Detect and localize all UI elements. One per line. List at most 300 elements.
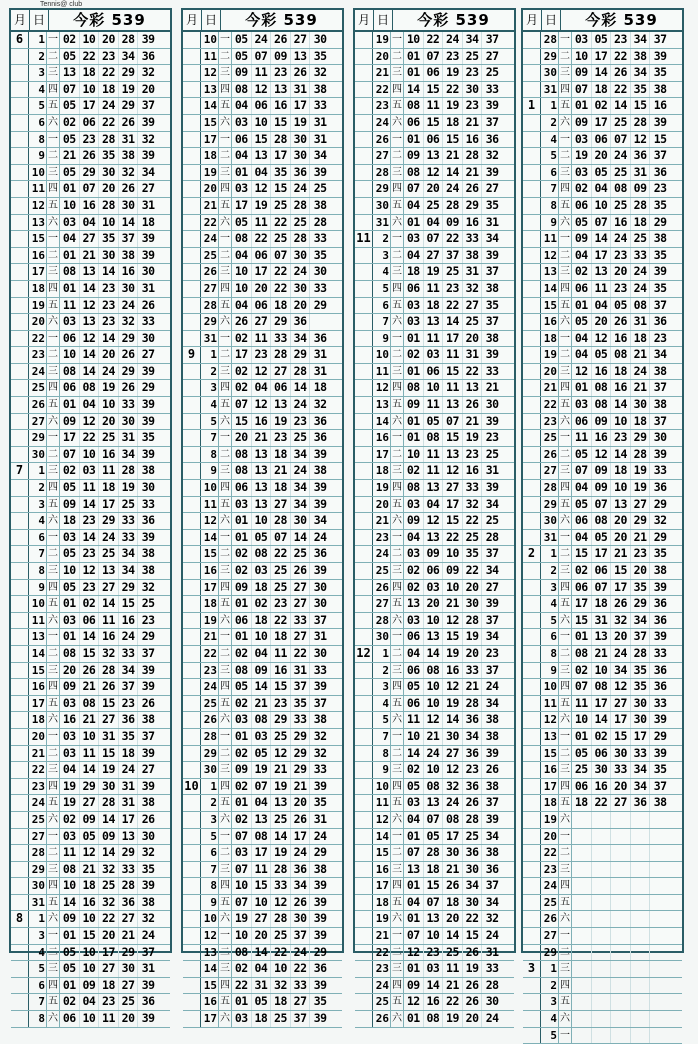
number-cell: 18 bbox=[271, 298, 291, 314]
number-cell: 25 bbox=[291, 546, 311, 562]
number-cell: 24 bbox=[252, 32, 272, 48]
number-cell: 20 bbox=[631, 563, 651, 579]
number-cell: 07 bbox=[271, 530, 291, 546]
number-cell: 29 bbox=[119, 845, 139, 861]
number-cell: 20 bbox=[291, 795, 311, 811]
month-cell bbox=[183, 994, 201, 1010]
month-cell bbox=[183, 430, 201, 446]
month-cell bbox=[355, 82, 373, 98]
day-cell: 16 bbox=[541, 762, 559, 778]
weekday-cell: 一 bbox=[559, 331, 572, 347]
day-cell: 26 bbox=[373, 580, 391, 596]
table-row bbox=[523, 829, 682, 846]
number-cell: 33 bbox=[611, 762, 631, 778]
number-cell: 17 bbox=[592, 115, 612, 131]
weekday-cell: 六 bbox=[559, 1011, 572, 1027]
weekday-cell: 一 bbox=[559, 729, 572, 745]
month-cell bbox=[11, 430, 29, 446]
number-cell: 04 bbox=[404, 812, 424, 828]
number-cell: 04 bbox=[424, 497, 444, 513]
number-cell: 34 bbox=[141, 164, 155, 179]
number-cell: 23 bbox=[611, 32, 631, 48]
day-cell: 26 bbox=[373, 132, 391, 148]
number-cell: 15 bbox=[424, 82, 444, 98]
number-cell: 30 bbox=[99, 779, 119, 795]
number-cell: 23 bbox=[99, 298, 119, 314]
table-row bbox=[523, 32, 682, 49]
number-cell: 20 bbox=[252, 928, 272, 944]
number-cell: 39 bbox=[141, 977, 155, 992]
month-cell bbox=[523, 746, 541, 762]
number-cell: 05 bbox=[404, 679, 424, 695]
table-row bbox=[11, 231, 170, 248]
number-cell: 05 bbox=[252, 994, 272, 1010]
month-cell bbox=[523, 331, 541, 347]
month-cell bbox=[355, 447, 373, 463]
number-cell: 02 bbox=[60, 812, 80, 828]
number-cell: 11 bbox=[252, 215, 272, 231]
number-cell: 22 bbox=[463, 513, 483, 529]
month-cell bbox=[183, 298, 201, 314]
day-cell: 21 bbox=[373, 65, 391, 81]
weekday-cell: 二 bbox=[559, 746, 572, 762]
number-cell: 19 bbox=[443, 65, 463, 81]
table-row bbox=[183, 364, 342, 381]
number-cell: 01 bbox=[232, 795, 252, 811]
day-cell: 5 bbox=[29, 98, 47, 114]
number-cell: 14 bbox=[80, 347, 100, 363]
number-cell: 18 bbox=[99, 82, 119, 98]
number-cell: 03 bbox=[424, 580, 444, 596]
month-cell bbox=[183, 32, 201, 48]
number-cell: 10 bbox=[232, 878, 252, 894]
number-cell: 23 bbox=[611, 430, 631, 446]
weekday-cell: 一 bbox=[559, 132, 572, 148]
day-cell: 25 bbox=[29, 380, 47, 396]
month-cell bbox=[523, 679, 541, 695]
month-cell bbox=[11, 148, 29, 164]
table-row bbox=[355, 364, 514, 381]
month-cell bbox=[355, 480, 373, 496]
table-row bbox=[355, 878, 514, 895]
number-cell: 33 bbox=[485, 81, 499, 96]
number-cell: 01 bbox=[404, 132, 424, 148]
number-cell: 05 bbox=[592, 32, 612, 48]
number-cell: 07 bbox=[592, 497, 612, 513]
number-cell: 12 bbox=[611, 679, 631, 695]
number-cell bbox=[631, 895, 651, 911]
number-cell: 33 bbox=[291, 978, 311, 994]
month-cell bbox=[523, 696, 541, 712]
number-cell: 18 bbox=[631, 215, 651, 231]
number-cell: 27 bbox=[141, 762, 155, 777]
day-cell: 10 bbox=[29, 165, 47, 181]
weekday-cell: 六 bbox=[559, 911, 572, 927]
number-cell: 14 bbox=[592, 231, 612, 247]
day-cell: 10 bbox=[201, 32, 219, 48]
weekday-cell: 六 bbox=[47, 712, 60, 728]
number-cell: 13 bbox=[119, 829, 139, 845]
number-cell: 23 bbox=[291, 414, 311, 430]
table-row bbox=[523, 231, 682, 248]
weekday-cell: 一 bbox=[559, 1028, 572, 1044]
number-cell: 10 bbox=[424, 928, 444, 944]
month-cell bbox=[11, 945, 29, 961]
table-row bbox=[523, 264, 682, 281]
number-cell: 14 bbox=[99, 812, 119, 828]
table-row bbox=[355, 580, 514, 597]
weekday-cell: 二 bbox=[391, 945, 404, 961]
month-cell bbox=[523, 1011, 541, 1027]
month-cell bbox=[523, 812, 541, 828]
day-cell: 1 bbox=[373, 646, 391, 662]
weekday-cell: 二 bbox=[219, 248, 232, 264]
day-cell: 4 bbox=[201, 397, 219, 413]
number-cell bbox=[592, 862, 612, 878]
weekday-cell: 一 bbox=[391, 729, 404, 745]
number-cell: 28 bbox=[443, 198, 463, 214]
table-row bbox=[11, 414, 170, 431]
month-cell bbox=[11, 347, 29, 363]
number-cell: 03 bbox=[572, 397, 592, 413]
number-cell: 34 bbox=[291, 447, 311, 463]
day-cell: 29 bbox=[201, 314, 219, 330]
number-cell: 03 bbox=[404, 298, 424, 314]
number-cell: 13 bbox=[592, 264, 612, 280]
month-cell: 12 bbox=[355, 646, 373, 662]
day-cell: 23 bbox=[373, 530, 391, 546]
table-row bbox=[523, 762, 682, 779]
number-cell: 26 bbox=[291, 812, 311, 828]
number-cell: 25 bbox=[271, 231, 291, 247]
number-cell: 04 bbox=[572, 480, 592, 496]
month-cell bbox=[355, 663, 373, 679]
number-cell: 10 bbox=[60, 198, 80, 214]
number-cell: 02 bbox=[232, 696, 252, 712]
number-cell: 09 bbox=[232, 762, 252, 778]
day-cell: 22 bbox=[541, 845, 559, 861]
month-cell bbox=[11, 646, 29, 662]
day-cell: 16 bbox=[201, 563, 219, 579]
day-cell: 31 bbox=[373, 215, 391, 231]
number-cell: 20 bbox=[611, 779, 631, 795]
day-cell: 20 bbox=[29, 314, 47, 330]
number-cell: 04 bbox=[252, 646, 272, 662]
number-cell: 39 bbox=[141, 397, 155, 412]
number-cell: 25 bbox=[611, 115, 631, 131]
number-cell: 22 bbox=[271, 215, 291, 231]
number-cell: 10 bbox=[424, 380, 444, 396]
day-cell: 14 bbox=[373, 829, 391, 845]
day-cell: 5 bbox=[373, 281, 391, 297]
weekday-cell: 四 bbox=[559, 181, 572, 197]
day-cell: 28 bbox=[373, 165, 391, 181]
header-title: 今彩 539 bbox=[585, 11, 658, 29]
number-cell: 27 bbox=[252, 314, 272, 330]
month-cell bbox=[523, 845, 541, 861]
weekday-cell: 三 bbox=[219, 563, 232, 579]
number-cell: 23 bbox=[485, 430, 499, 445]
number-cell: 10 bbox=[404, 447, 424, 463]
number-cell: 09 bbox=[404, 978, 424, 994]
day-cell: 28 bbox=[29, 845, 47, 861]
day-cell: 20 bbox=[373, 49, 391, 65]
table-row bbox=[355, 679, 514, 696]
number-cell: 15 bbox=[424, 115, 444, 131]
day-cell: 12 bbox=[373, 812, 391, 828]
number-cell: 11 bbox=[271, 646, 291, 662]
day-cell: 18 bbox=[373, 895, 391, 911]
number-cell: 03 bbox=[572, 132, 592, 148]
number-cell bbox=[592, 812, 612, 828]
number-cell: 11 bbox=[252, 862, 272, 878]
number-cell: 08 bbox=[443, 812, 463, 828]
number-cell: 14 bbox=[80, 530, 100, 546]
weekday-cell: 六 bbox=[47, 314, 60, 330]
month-cell bbox=[11, 281, 29, 297]
number-cell: 33 bbox=[313, 762, 327, 777]
weekday-cell: 六 bbox=[391, 712, 404, 728]
day-cell: 13 bbox=[541, 729, 559, 745]
table-header bbox=[183, 10, 342, 32]
number-cell: 29 bbox=[119, 364, 139, 380]
weekday-cell: 二 bbox=[559, 347, 572, 363]
number-cell bbox=[611, 911, 631, 927]
month-cell bbox=[183, 497, 201, 513]
number-cell: 35 bbox=[653, 280, 667, 295]
number-cell: 39 bbox=[141, 231, 155, 246]
number-cell: 05 bbox=[252, 530, 272, 546]
day-cell: 7 bbox=[373, 314, 391, 330]
day-cell: 8 bbox=[29, 563, 47, 579]
weekday-cell: 三 bbox=[559, 165, 572, 181]
number-cell: 13 bbox=[252, 447, 272, 463]
number-cell: 36 bbox=[653, 164, 667, 179]
number-cell: 25 bbox=[271, 812, 291, 828]
number-cell: 39 bbox=[141, 446, 155, 461]
number-cell: 27 bbox=[99, 961, 119, 977]
number-cell: 07 bbox=[572, 463, 592, 479]
number-cell: 17 bbox=[232, 347, 252, 363]
header-title: 今彩 539 bbox=[245, 11, 318, 29]
number-cell: 24 bbox=[119, 762, 139, 778]
month-cell bbox=[523, 32, 541, 48]
number-cell: 30 bbox=[119, 281, 139, 297]
month-cell bbox=[523, 779, 541, 795]
number-cell: 27 bbox=[271, 497, 291, 513]
month-cell bbox=[355, 132, 373, 148]
number-cell: 32 bbox=[141, 65, 155, 80]
number-cell: 31 bbox=[631, 314, 651, 330]
month-cell bbox=[523, 430, 541, 446]
number-cell: 06 bbox=[572, 580, 592, 596]
number-cell: 23 bbox=[99, 994, 119, 1010]
number-cell: 39 bbox=[313, 679, 327, 694]
table-row bbox=[355, 513, 514, 530]
number-cell: 28 bbox=[463, 696, 483, 712]
number-cell: 32 bbox=[271, 978, 291, 994]
table-row bbox=[11, 65, 170, 82]
day-cell: 15 bbox=[29, 231, 47, 247]
number-cell: 27 bbox=[291, 32, 311, 48]
number-cell: 39 bbox=[485, 596, 499, 611]
month-cell bbox=[523, 264, 541, 280]
month-cell bbox=[355, 148, 373, 164]
number-cell: 23 bbox=[99, 314, 119, 330]
table-row bbox=[523, 978, 682, 995]
number-cell: 34 bbox=[485, 828, 499, 843]
day-cell: 11 bbox=[29, 181, 47, 197]
number-cell: 33 bbox=[485, 363, 499, 378]
month-cell bbox=[183, 165, 201, 181]
weekday-cell: 二 bbox=[219, 447, 232, 463]
number-cell: 11 bbox=[424, 331, 444, 347]
number-cell: 09 bbox=[631, 181, 651, 197]
weekday-cell: 一 bbox=[391, 430, 404, 446]
table-row bbox=[11, 546, 170, 563]
number-cell bbox=[611, 845, 631, 861]
number-cell: 15 bbox=[611, 563, 631, 579]
day-cell: 28 bbox=[541, 480, 559, 496]
month-cell bbox=[355, 629, 373, 645]
day-cell: 3 bbox=[29, 497, 47, 513]
number-cell: 17 bbox=[60, 430, 80, 446]
weekday-cell: 二 bbox=[47, 347, 60, 363]
table-row bbox=[355, 663, 514, 680]
day-cell: 14 bbox=[541, 281, 559, 297]
number-cell: 05 bbox=[60, 98, 80, 114]
number-cell: 16 bbox=[463, 463, 483, 479]
weekday-cell: 一 bbox=[559, 928, 572, 944]
number-cell: 09 bbox=[592, 414, 612, 430]
table-row bbox=[355, 132, 514, 149]
month-cell bbox=[523, 563, 541, 579]
number-cell: 14 bbox=[99, 264, 119, 280]
number-cell: 10 bbox=[80, 729, 100, 745]
number-cell: 22 bbox=[99, 911, 119, 927]
number-cell: 24 bbox=[291, 463, 311, 479]
number-cell: 12 bbox=[271, 895, 291, 911]
number-cell: 11 bbox=[252, 331, 272, 347]
table-row bbox=[183, 596, 342, 613]
weekday-cell: 一 bbox=[47, 132, 60, 148]
number-cell: 08 bbox=[592, 397, 612, 413]
table-row bbox=[11, 994, 170, 1011]
number-cell: 01 bbox=[404, 1011, 424, 1027]
weekday-cell: 四 bbox=[219, 480, 232, 496]
month-cell bbox=[355, 613, 373, 629]
number-cell: 15 bbox=[572, 613, 592, 629]
month-cell bbox=[11, 364, 29, 380]
number-cell: 21 bbox=[119, 928, 139, 944]
number-cell: 14 bbox=[424, 978, 444, 994]
number-cell: 04 bbox=[592, 298, 612, 314]
number-cell: 11 bbox=[424, 281, 444, 297]
number-cell: 23 bbox=[252, 347, 272, 363]
number-cell: 24 bbox=[291, 945, 311, 961]
weekday-cell: 三 bbox=[391, 264, 404, 280]
weekday-cell: 一 bbox=[391, 928, 404, 944]
number-cell bbox=[592, 928, 612, 944]
number-cell: 27 bbox=[80, 231, 100, 247]
number-cell: 23 bbox=[653, 181, 667, 196]
month-cell bbox=[11, 563, 29, 579]
month-cell bbox=[355, 596, 373, 612]
number-cell: 28 bbox=[631, 198, 651, 214]
number-cell: 05 bbox=[60, 480, 80, 496]
weekday-cell: 四 bbox=[219, 679, 232, 695]
number-cell: 14 bbox=[119, 215, 139, 231]
number-cell: 06 bbox=[572, 281, 592, 297]
number-cell: 14 bbox=[252, 945, 272, 961]
number-cell: 17 bbox=[99, 497, 119, 513]
number-cell: 08 bbox=[404, 380, 424, 396]
month-cell bbox=[11, 546, 29, 562]
table-row bbox=[183, 397, 342, 414]
day-cell: 19 bbox=[373, 480, 391, 496]
number-cell: 07 bbox=[232, 829, 252, 845]
table-row bbox=[523, 49, 682, 66]
number-cell: 30 bbox=[485, 994, 499, 1009]
number-cell bbox=[650, 862, 670, 878]
table-row bbox=[183, 994, 342, 1011]
number-cell: 31 bbox=[313, 811, 327, 826]
month-cell: 1 bbox=[523, 98, 541, 114]
number-cell: 15 bbox=[443, 132, 463, 148]
table-row bbox=[355, 231, 514, 248]
month-cell bbox=[183, 198, 201, 214]
number-cell: 03 bbox=[60, 829, 80, 845]
number-cell: 02 bbox=[404, 563, 424, 579]
number-cell: 19 bbox=[463, 430, 483, 446]
number-cell: 22 bbox=[611, 82, 631, 98]
number-cell: 08 bbox=[232, 945, 252, 961]
day-cell: 20 bbox=[29, 729, 47, 745]
number-cell: 38 bbox=[653, 363, 667, 378]
weekday-cell: 六 bbox=[391, 513, 404, 529]
number-cell: 26 bbox=[119, 347, 139, 363]
number-cell: 29 bbox=[313, 297, 327, 312]
number-cell: 23 bbox=[424, 945, 444, 961]
number-cell: 03 bbox=[60, 729, 80, 745]
weekday-cell: 三 bbox=[47, 65, 60, 81]
number-cell: 06 bbox=[424, 364, 444, 380]
day-cell: 2 bbox=[29, 49, 47, 65]
day-cell: 23 bbox=[541, 414, 559, 430]
day-cell: 30 bbox=[201, 762, 219, 778]
day-cell: 14 bbox=[201, 98, 219, 114]
day-cell: 16 bbox=[373, 430, 391, 446]
number-cell: 16 bbox=[592, 364, 612, 380]
weekday-cell: 四 bbox=[391, 480, 404, 496]
table-row bbox=[523, 1028, 682, 1044]
number-cell: 03 bbox=[232, 1011, 252, 1027]
number-cell: 15 bbox=[653, 131, 667, 146]
number-cell: 23 bbox=[119, 696, 139, 712]
number-cell: 13 bbox=[424, 629, 444, 645]
day-cell: 12 bbox=[201, 928, 219, 944]
number-cell: 26 bbox=[291, 563, 311, 579]
weekday-cell: 六 bbox=[47, 115, 60, 131]
number-cell: 21 bbox=[611, 546, 631, 562]
number-cell: 39 bbox=[485, 413, 499, 428]
header-day-label: 日 bbox=[30, 10, 49, 30]
table-row bbox=[183, 878, 342, 895]
number-cell bbox=[611, 829, 631, 845]
number-cell: 14 bbox=[80, 364, 100, 380]
number-cell: 26 bbox=[291, 895, 311, 911]
number-cell: 23 bbox=[653, 330, 667, 345]
